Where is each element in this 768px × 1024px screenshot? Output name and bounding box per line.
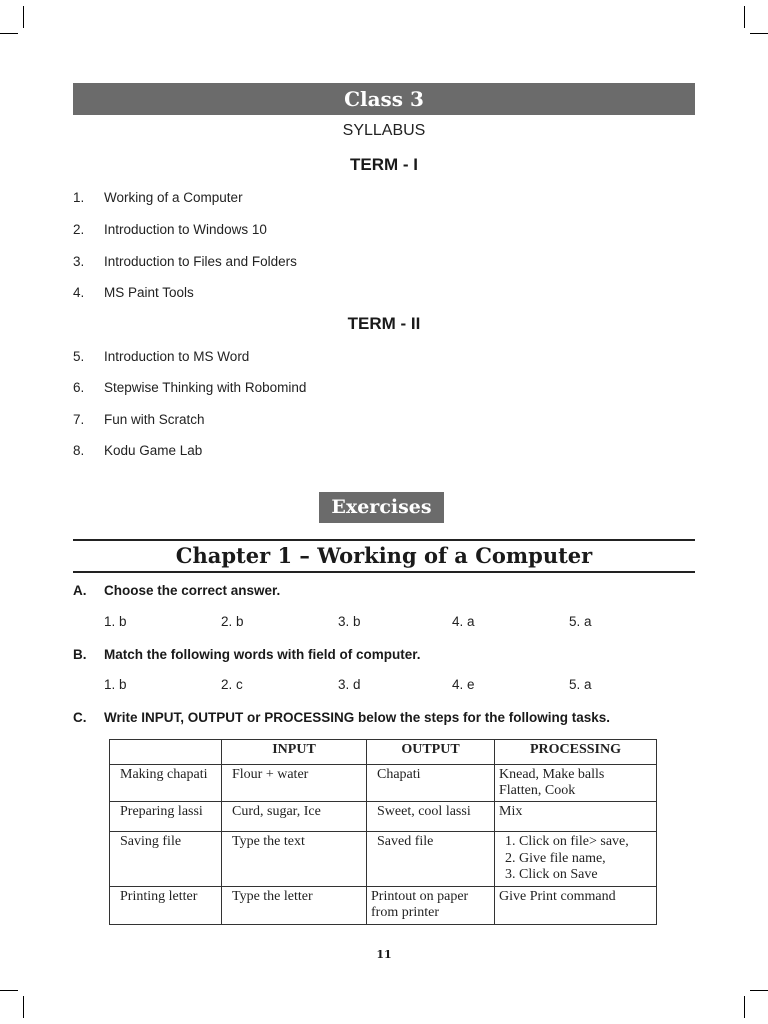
chapter-title: Chapter 1 – Working of a Computer (175, 543, 593, 568)
column-header: PROCESSING (495, 740, 657, 765)
processing-line: Flatten, Cook (499, 783, 576, 798)
answer: 2. c (221, 677, 243, 692)
item-number: 7. (73, 412, 85, 427)
input-cell: Flour + water (222, 765, 367, 802)
crop-mark (23, 6, 24, 28)
item-text: Introduction to MS Word (104, 349, 250, 364)
item-number: 6. (73, 380, 85, 395)
crop-mark (0, 33, 18, 34)
io-processing-table (109, 739, 657, 925)
processing-steps-list (499, 834, 652, 884)
table-row (110, 886, 657, 924)
item-number: 5. (73, 349, 85, 364)
output-cell: Saved file (367, 832, 495, 887)
task-cell: Preparing lassi (110, 802, 222, 832)
table-row (110, 832, 657, 887)
column-header: OUTPUT (367, 740, 495, 765)
crop-mark (750, 990, 768, 991)
task-cell: Printing letter (110, 886, 222, 924)
answer: 1. b (104, 614, 127, 629)
column-header: INPUT (222, 740, 367, 765)
item-text: Kodu Game Lab (104, 443, 203, 458)
output-line: from printer (371, 904, 440, 920)
page-number: 11 (376, 948, 392, 961)
question-text: Write INPUT, OUTPUT or PROCESSING below the steps for the following tasks. (104, 710, 611, 725)
input-cell: Curd, sugar, Ice (222, 802, 367, 832)
table-header-row (110, 740, 657, 765)
answer: 4. e (452, 677, 475, 692)
processing-cell (495, 765, 657, 802)
item-number: 4. (73, 285, 85, 300)
answer: 3. d (338, 677, 361, 692)
crop-mark (23, 996, 24, 1018)
item-text: MS Paint Tools (104, 285, 194, 300)
crop-mark (744, 6, 745, 28)
task-cell: Making chapati (110, 765, 222, 802)
output-cell: Chapati (367, 765, 495, 802)
output-line: Printout on paper (371, 888, 469, 904)
crop-mark (750, 33, 768, 34)
syllabus-heading: SYLLABUS (342, 122, 426, 139)
item-number: 2. (73, 222, 85, 237)
processing-line: Give Print command (499, 888, 616, 904)
question-label: C. (73, 710, 87, 725)
item-text: Working of a Computer (104, 190, 243, 205)
table-row (110, 802, 657, 832)
question-label: A. (73, 583, 87, 598)
answer: 2. b (221, 614, 244, 629)
item-number: 3. (73, 254, 85, 269)
answer: 4. a (452, 614, 475, 629)
question-label: B. (73, 647, 87, 662)
class-title-banner: Class 3 (73, 83, 695, 115)
processing-cell (495, 886, 657, 924)
task-cell: Saving file (110, 832, 222, 887)
item-number: 1. (73, 190, 85, 205)
item-number: 8. (73, 443, 85, 458)
item-text: Stepwise Thinking with Robomind (104, 380, 307, 395)
column-header (110, 740, 222, 765)
table-row (110, 765, 657, 802)
crop-mark (744, 996, 745, 1018)
processing-line: Mix (499, 804, 523, 819)
term-1-heading: TERM - I (350, 155, 418, 174)
item-text: Fun with Scratch (104, 412, 205, 427)
question-text: Match the following words with field of computer. (104, 647, 421, 662)
processing-line: Knead, Make balls (499, 767, 605, 782)
term-2-heading: TERM - II (347, 314, 421, 333)
input-cell: Type the letter (222, 886, 367, 924)
crop-mark (0, 990, 18, 991)
answer: 5. a (569, 614, 592, 629)
question-text: Choose the correct answer. (104, 583, 281, 598)
processing-cell (495, 802, 657, 832)
input-cell: Type the text (222, 832, 367, 887)
chapter-bottom-rule (73, 571, 695, 573)
processing-step: 3. Click on Save (519, 867, 652, 884)
exercises-badge: Exercises (319, 492, 444, 523)
processing-step: 2. Give file name, (519, 851, 652, 868)
item-text: Introduction to Windows 10 (104, 222, 267, 237)
output-cell (367, 886, 495, 924)
output-cell: Sweet, cool lassi (367, 802, 495, 832)
answer: 3. b (338, 614, 361, 629)
answer: 1. b (104, 677, 127, 692)
answer: 5. a (569, 677, 592, 692)
processing-cell (495, 832, 657, 887)
processing-step: 1. Click on file> save, (519, 834, 652, 851)
item-text: Introduction to Files and Folders (104, 254, 297, 269)
